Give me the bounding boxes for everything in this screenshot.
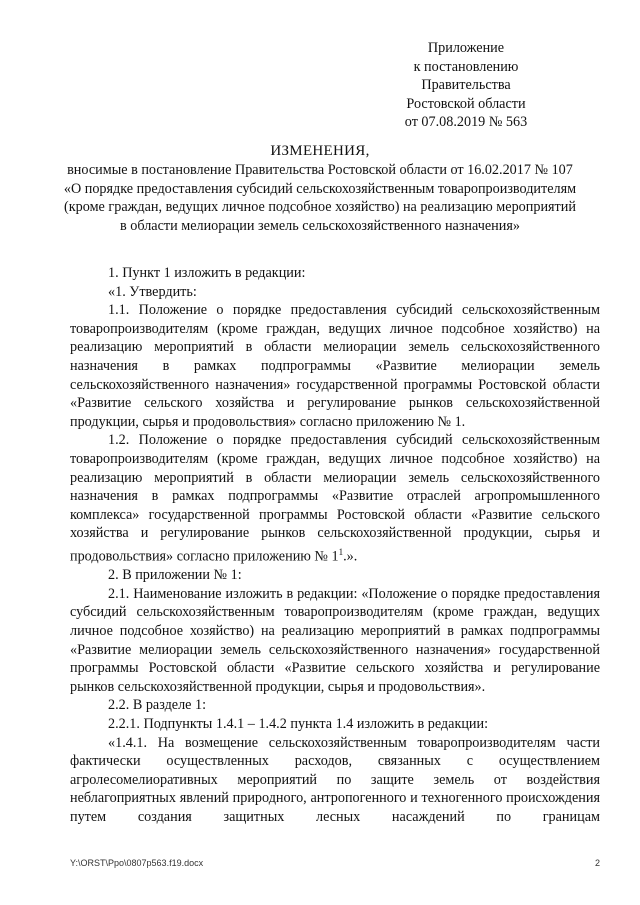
appendix-block <box>366 39 566 132</box>
document-body <box>70 264 600 827</box>
paragraph-7: 2.2. В разделе 1: <box>108 697 207 714</box>
page-number: 2 <box>594 858 600 868</box>
appendix-line: от 07.08.2019 № 563 <box>404 114 528 131</box>
paragraph-2: «1. Утвердить: <box>108 283 197 300</box>
paragraph-4-end: .». <box>343 548 358 565</box>
paragraph-1: 1. Пункт 1 изложить в редакции: <box>108 265 306 281</box>
appendix-line: к постановлению <box>413 58 519 75</box>
appendix-line: Правительства <box>421 77 511 94</box>
document-title: ИЗМЕНЕНИЯ, <box>270 143 370 159</box>
paragraph-5: 2. В приложении № 1: <box>108 567 242 584</box>
paragraph-4 <box>70 431 600 566</box>
document-subtitle: вносимые в постановление Правительства Ростовской области от 16.02.2017 № 107 «О порядке предоставления субсидий сельскохозяйственным товаропроизводителям (кроме граждан, ведущих личное подсобное хозяйство) на реализацию мероприятий в области мелиорации земель сельскохозяйственного назначения» <box>63 162 577 234</box>
paragraph-3: 1.1. Положение о порядке предоставления субсидий сельскохозяйственным товаропроизводителям (кроме граждан, ведущих личное подсобное хозяйство) на реализацию мероприятий в области мелиорации земель сельскохозяйственного назначения в рамках подпрограммы «Развитие мелиорации земель сельскохозяйственного назначения» государственной программы Ростовской области «Развитие сельского хозяйства и регулирование рынков сельскохозяйственной продукции, сырья и продовольствия» согласно приложению № 1. <box>70 302 600 430</box>
paragraph-4-superscript: 1 <box>338 546 344 557</box>
paragraph-6: 2.1. Наименование изложить в редакции: «Положение о порядке предоставления субсидий сельскохозяйственным товаропроизводителям (кроме граждан, ведущих личное подсобное хозяйство) на реализацию мероприятий в рамках подпрограммы «Развитие мелиорации земель сельскохозяйственного назначения» государственной программы Ростовской области «Развитие сельского хозяйства и регулирование рынков сельскохозяйственной продукции, сырья и продовольствия». <box>70 585 600 695</box>
paragraph-4-text: 1.2. Положение о порядке предоставления субсидий сельскохозяйственным товаропроизводителям (кроме граждан, ведущих личное подсобное хозяйство) на реализацию мероприятий в области мелиорации земель сельскохозяйственного назначения в рамках подпрограммы «Развитие отраслей агропромышленного комплекса» государственной программы Ростовской области «Развитие сельского хозяйства и регулирование рынков сельскохозяйственной продукции, сырья и продовольствия» согласно приложению № 1 <box>70 432 600 565</box>
appendix-line: Ростовской области <box>406 95 526 112</box>
appendix-line: Приложение <box>427 40 505 56</box>
file-path: Y:\ORST\Ppo\0807p563.f19.docx <box>70 858 204 868</box>
paragraph-9: «1.4.1. На возмещение сельскохозяйственным товаропроизводителям части фактически осуществленных расходов, связанных с осуществлением агролесомелиоративных мероприятий по защите земель от воздействия неблагоприятных явлений природного, антропогенного и техногенного происхождения путем создания защитных лесных насаждений по границам <box>70 734 600 825</box>
paragraph-8: 2.2.1. Подпункты 1.4.1 – 1.4.2 пункта 1.4 изложить в редакции: <box>108 715 489 732</box>
